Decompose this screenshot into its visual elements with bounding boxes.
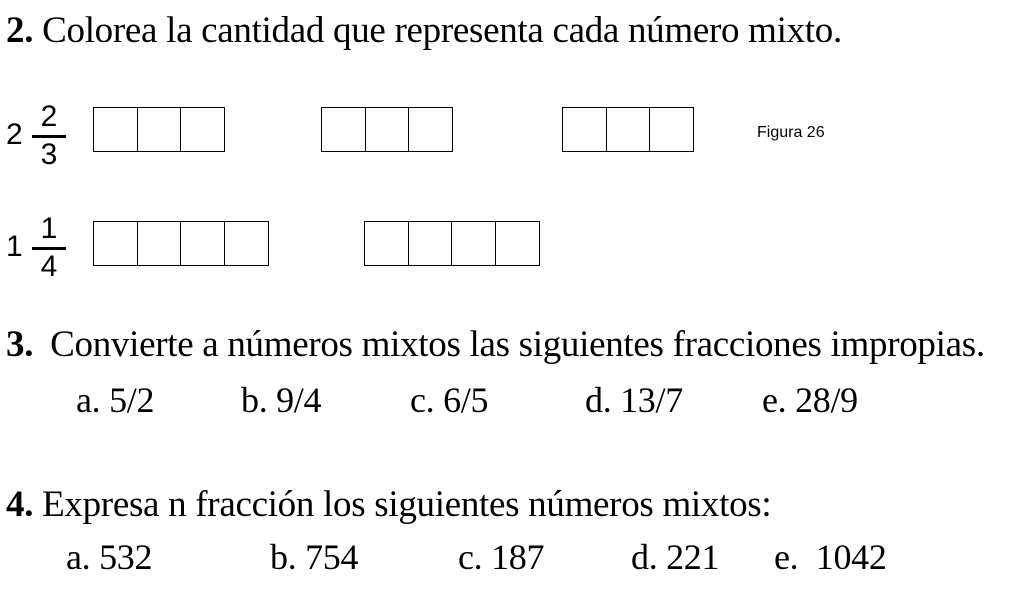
fraction-cell[interactable] <box>137 107 182 152</box>
exercise-2-number: 2. <box>6 10 34 51</box>
mixed-number-1-whole: 2 <box>6 118 23 151</box>
fraction-cell[interactable] <box>137 221 182 266</box>
row-1-box-group-1 <box>93 107 225 152</box>
mixed-number-2-denominator: 4 <box>40 250 58 283</box>
exercise-4-item-b: b. 754 <box>270 537 359 577</box>
exercise-3-number: 3. <box>6 324 34 365</box>
fraction-cell[interactable] <box>495 221 540 266</box>
fraction-cell[interactable] <box>93 221 138 266</box>
fraction-cell[interactable] <box>606 107 651 152</box>
exercise-3-item-c: c. 6/5 <box>410 380 489 420</box>
fraction-cell[interactable] <box>93 107 138 152</box>
fraction-cell[interactable] <box>180 107 225 152</box>
fraction-cell[interactable] <box>408 221 453 266</box>
exercise-3-item-e: e. 28/9 <box>762 380 858 420</box>
fraction-cell[interactable] <box>180 221 225 266</box>
fraction-cell[interactable] <box>224 221 269 266</box>
exercise-3-item-b: b. 9/4 <box>241 380 322 420</box>
exercise-3-instruction: Convierte a números mixtos las siguientes fracciones impropias. <box>50 324 985 365</box>
exercise-3-heading <box>6 324 985 366</box>
exercise-3-item-d: d. 13/7 <box>585 380 683 420</box>
mixed-number-2-numerator: 1 <box>40 212 58 245</box>
figure-caption: Figura 26 <box>757 124 825 141</box>
row-2-box-group-1 <box>93 221 269 266</box>
fraction-cell[interactable] <box>408 107 453 152</box>
exercise-2-heading <box>6 10 842 52</box>
row-1-box-group-2 <box>321 107 453 152</box>
exercise-4-number: 4. <box>6 484 34 525</box>
fraction-cell[interactable] <box>562 107 607 152</box>
fraction-cell[interactable] <box>321 107 366 152</box>
exercise-2-instruction: Colorea la cantidad que representa cada número mixto. <box>42 10 842 51</box>
mixed-number-1-numerator: 2 <box>40 100 58 133</box>
fraction-cell[interactable] <box>364 221 409 266</box>
exercise-4-item-e: e. 1042 <box>774 537 887 577</box>
fraction-cell[interactable] <box>649 107 694 152</box>
exercise-4-item-a: a. 532 <box>66 537 153 577</box>
exercise-4-instruction: Expresa n fracción los siguientes números mixtos: <box>42 484 772 525</box>
exercise-4-item-c: c. 187 <box>458 537 545 577</box>
mixed-number-2 <box>6 212 76 284</box>
row-1-box-group-3 <box>562 107 694 152</box>
row-2-box-group-2 <box>364 221 540 266</box>
mixed-number-1 <box>6 100 76 172</box>
fraction-cell[interactable] <box>451 221 496 266</box>
exercise-4-heading <box>6 484 771 526</box>
mixed-number-2-whole: 1 <box>6 230 23 263</box>
exercise-3-item-a: a. 5/2 <box>76 380 155 420</box>
fraction-cell[interactable] <box>365 107 410 152</box>
mixed-number-1-denominator: 3 <box>40 138 58 171</box>
exercise-4-item-d: d. 221 <box>631 537 720 577</box>
